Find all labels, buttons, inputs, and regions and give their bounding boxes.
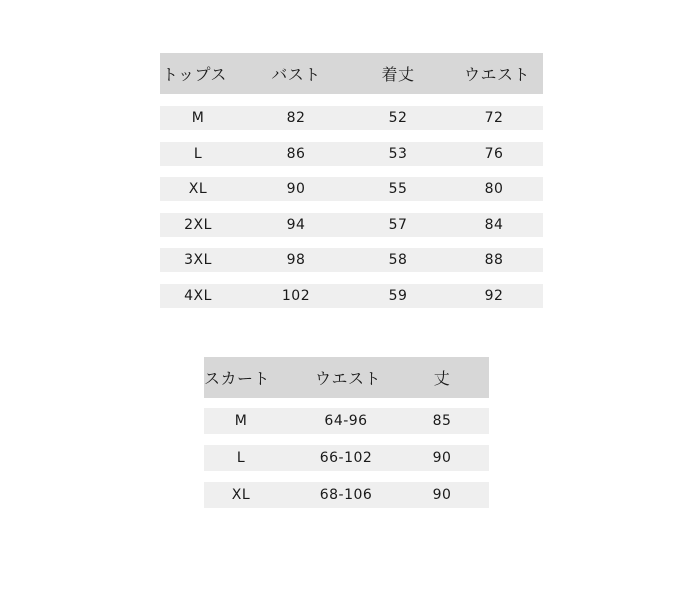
skirt-header-waist: ウエスト bbox=[314, 369, 381, 388]
table-row bbox=[204, 482, 489, 508]
tops-size-table bbox=[160, 53, 543, 309]
length-cell: 85 bbox=[432, 413, 452, 429]
bust-cell: 94 bbox=[286, 217, 306, 233]
waist-cell: 68-106 bbox=[319, 487, 373, 503]
table-row bbox=[160, 213, 543, 237]
length-cell: 52 bbox=[388, 110, 408, 126]
size-cell: 3XL bbox=[184, 252, 212, 268]
table-row bbox=[160, 106, 543, 130]
skirt-header-category: スカート bbox=[204, 369, 271, 388]
table-row bbox=[160, 142, 543, 166]
size-cell: L bbox=[236, 450, 246, 466]
waist-cell: 84 bbox=[484, 217, 504, 233]
length-cell: 58 bbox=[388, 252, 408, 268]
table-row bbox=[160, 177, 543, 201]
tops-header-bust: バスト bbox=[271, 65, 321, 84]
bust-cell: 82 bbox=[286, 110, 306, 126]
size-cell: M bbox=[234, 413, 248, 429]
length-cell: 59 bbox=[388, 288, 408, 304]
skirt-header-row bbox=[204, 357, 489, 398]
waist-cell: 76 bbox=[484, 146, 504, 162]
skirt-size-table bbox=[204, 357, 489, 509]
size-cell: XL bbox=[188, 181, 208, 197]
waist-cell: 72 bbox=[484, 110, 504, 126]
bust-cell: 90 bbox=[286, 181, 306, 197]
waist-cell: 80 bbox=[484, 181, 504, 197]
waist-cell: 92 bbox=[484, 288, 504, 304]
length-cell: 53 bbox=[388, 146, 408, 162]
skirt-header-length: 丈 bbox=[433, 369, 451, 388]
size-cell: 2XL bbox=[184, 217, 212, 233]
size-cell: M bbox=[191, 110, 205, 126]
length-cell: 57 bbox=[388, 217, 408, 233]
table-row bbox=[204, 408, 489, 434]
bust-cell: 102 bbox=[281, 288, 311, 304]
bust-cell: 86 bbox=[286, 146, 306, 162]
tops-header-waist: ウエスト bbox=[463, 65, 530, 84]
tops-header-length: 着丈 bbox=[381, 65, 415, 84]
size-cell: L bbox=[193, 146, 203, 162]
size-cell: 4XL bbox=[184, 288, 212, 304]
tops-header-row bbox=[160, 53, 543, 94]
length-cell: 90 bbox=[432, 487, 452, 503]
tops-header-category: トップス bbox=[162, 65, 227, 84]
length-cell: 90 bbox=[432, 450, 452, 466]
waist-cell: 64-96 bbox=[324, 413, 368, 429]
bust-cell: 98 bbox=[286, 252, 306, 268]
table-row bbox=[160, 248, 543, 272]
waist-cell: 88 bbox=[484, 252, 504, 268]
table-row bbox=[204, 445, 489, 471]
waist-cell: 66-102 bbox=[319, 450, 373, 466]
size-cell: XL bbox=[231, 487, 251, 503]
table-row bbox=[160, 284, 543, 308]
length-cell: 55 bbox=[388, 181, 408, 197]
